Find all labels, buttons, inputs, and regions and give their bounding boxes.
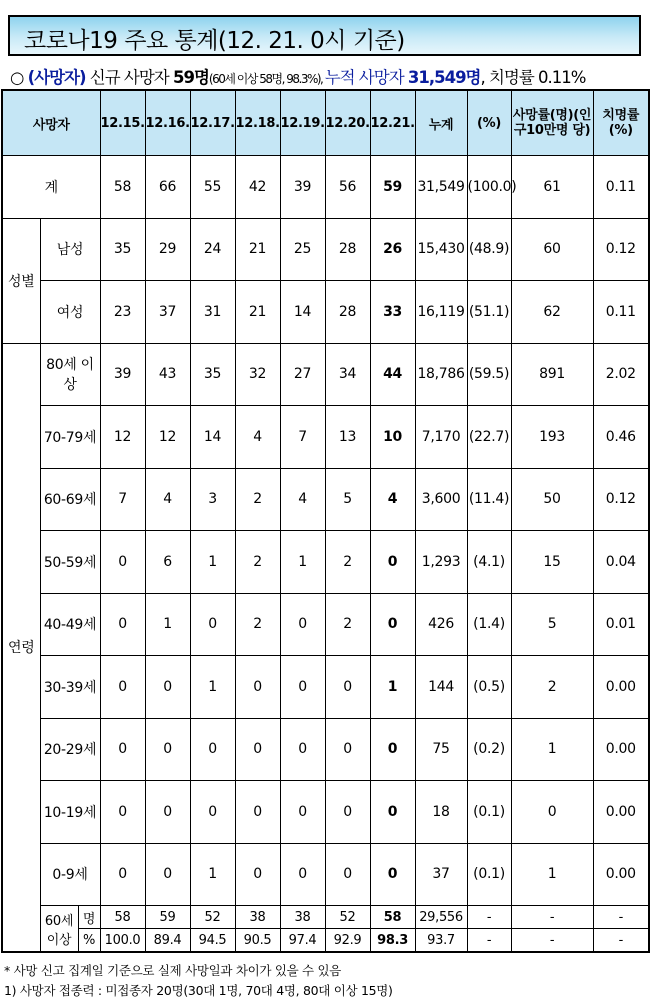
table-cell: 1,293 xyxy=(415,531,467,594)
table-cell: 0 xyxy=(145,781,190,844)
table-cell: 2 xyxy=(325,593,370,656)
row-label: 40-49세 xyxy=(40,593,100,656)
table-cell: 2 xyxy=(325,531,370,594)
table-cell: 0 xyxy=(325,781,370,844)
row-label: 70-79세 xyxy=(40,406,100,469)
table-cell: (22.7) xyxy=(467,406,511,469)
table-cell: 14 xyxy=(280,281,325,344)
table-row xyxy=(2,718,649,781)
table-cell: 62 xyxy=(511,281,593,344)
table-cell: 23 xyxy=(100,281,145,344)
table-cell: 0 xyxy=(280,781,325,844)
header-row xyxy=(2,90,649,156)
table-cell: 26 xyxy=(370,218,415,281)
table-cell: 1 xyxy=(190,843,235,906)
table-cell: 59 xyxy=(370,156,415,219)
table-cell: 93.7 xyxy=(415,929,467,953)
table-cell: 0 xyxy=(100,781,145,844)
table-cell: 193 xyxy=(511,406,593,469)
table-cell: 0 xyxy=(235,656,280,719)
table-cell: 0 xyxy=(190,718,235,781)
table-row xyxy=(2,843,649,906)
table-cell: 2.02 xyxy=(593,343,649,406)
table-cell: 90.5 xyxy=(235,929,280,953)
title-banner xyxy=(8,15,641,56)
table-cell: (4.1) xyxy=(467,531,511,594)
table-cell: 24 xyxy=(190,218,235,281)
table-cell: 12 xyxy=(145,406,190,469)
table-cell: (48.9) xyxy=(467,218,511,281)
summary-text-3: 누적 사망자 xyxy=(324,68,408,87)
row-label: 50-59세 xyxy=(40,531,100,594)
table-cell: 0 xyxy=(235,718,280,781)
table-cell: 16,119 xyxy=(415,281,467,344)
table-cell: 98.3 xyxy=(370,929,415,953)
table-cell: 0 xyxy=(190,781,235,844)
table-cell: 39 xyxy=(280,156,325,219)
table-cell: 1 xyxy=(190,656,235,719)
table-cell: 0 xyxy=(370,843,415,906)
table-cell: 92.9 xyxy=(325,929,370,953)
table-cell: 4 xyxy=(280,468,325,531)
table-cell: 0.11 xyxy=(593,281,649,344)
table-cell: 37 xyxy=(145,281,190,344)
table-cell: 34 xyxy=(325,343,370,406)
table-cell: 43 xyxy=(145,343,190,406)
table-cell: - xyxy=(593,929,649,953)
unit-label: % xyxy=(78,929,100,953)
table-cell: 6 xyxy=(145,531,190,594)
summary-text-1: 신규 사망자 xyxy=(85,68,173,87)
group-label-age: 연령 xyxy=(2,343,40,952)
table-cell: 0 xyxy=(370,593,415,656)
table-cell: 32 xyxy=(235,343,280,406)
table-cell: 0.00 xyxy=(593,781,649,844)
table-cell: 0 xyxy=(280,656,325,719)
table-cell: 52 xyxy=(325,906,370,929)
table-cell: 58 xyxy=(370,906,415,929)
table-cell: 3,600 xyxy=(415,468,467,531)
table-cell: 0.12 xyxy=(593,468,649,531)
header-cell: 12.20. xyxy=(325,90,370,156)
table-cell: 0 xyxy=(511,781,593,844)
header-cell: 12.18. xyxy=(235,90,280,156)
table-cell: (0.2) xyxy=(467,718,511,781)
header-cell: (%) xyxy=(467,90,511,156)
row-label: 계 xyxy=(2,156,100,219)
table-cell: 56 xyxy=(325,156,370,219)
unit-label: 명 xyxy=(78,906,100,929)
table-cell: 1 xyxy=(511,718,593,781)
table-row xyxy=(2,656,649,719)
group-label-gender: 성별 xyxy=(2,218,40,343)
table-cell: 35 xyxy=(100,218,145,281)
table-cell: 1 xyxy=(145,593,190,656)
table-cell: 50 xyxy=(511,468,593,531)
table-cell: 21 xyxy=(235,281,280,344)
table-cell: 0.00 xyxy=(593,843,649,906)
deaths-table xyxy=(1,89,650,953)
table-cell: 28 xyxy=(325,281,370,344)
table-cell: 0.00 xyxy=(593,718,649,781)
table-cell: 37 xyxy=(415,843,467,906)
footnote: * 사망 신고 집계일 기준으로 실제 사망일과 차이가 있을 수 있음 xyxy=(4,963,342,978)
table-cell: 58 xyxy=(100,156,145,219)
row-label: 남성 xyxy=(40,218,100,281)
summary-text-2: (60세 이상 58명, 98.3%), xyxy=(208,72,325,86)
table-cell: 0 xyxy=(100,718,145,781)
senior-label: 60세 이상 xyxy=(40,906,78,953)
cumulative-deaths: 31,549명 xyxy=(407,68,481,87)
table-row xyxy=(2,343,649,406)
table-cell: 15,430 xyxy=(415,218,467,281)
table-cell: 52 xyxy=(190,906,235,929)
table-cell: 18 xyxy=(415,781,467,844)
table-cell: 1 xyxy=(370,656,415,719)
table-cell: 2 xyxy=(235,593,280,656)
table-cell: 0.04 xyxy=(593,531,649,594)
page-title: 코로나19 주요 통계(12. 21. 0시 기준) xyxy=(24,28,405,54)
table-cell: (1.4) xyxy=(467,593,511,656)
table-cell: 66 xyxy=(145,156,190,219)
table-cell: - xyxy=(511,929,593,953)
table-cell: 2 xyxy=(235,468,280,531)
footnote: 1) 사망자 접종력 : 미접종자 20명(30대 1명, 70대 4명, 80대 이상 15명) xyxy=(4,983,393,998)
row-label: 20-29세 xyxy=(40,718,100,781)
table-cell: (0.1) xyxy=(467,781,511,844)
table-cell: 0 xyxy=(235,781,280,844)
table-cell: 13 xyxy=(325,406,370,469)
table-row xyxy=(2,156,649,219)
table-cell: 0 xyxy=(190,593,235,656)
table-row xyxy=(2,531,649,594)
table-row xyxy=(2,468,649,531)
table-cell: 59 xyxy=(145,906,190,929)
table-cell: 3 xyxy=(190,468,235,531)
table-cell: 1 xyxy=(511,843,593,906)
table-cell: 1 xyxy=(190,531,235,594)
table-row xyxy=(2,281,649,344)
table-cell: 0 xyxy=(325,656,370,719)
table-cell: 15 xyxy=(511,531,593,594)
table-cell: 0 xyxy=(325,843,370,906)
summary-label: (사망자) xyxy=(27,68,86,87)
table-cell: 5 xyxy=(325,468,370,531)
table-cell: - xyxy=(467,929,511,953)
header-cell: 사망률(명)(인구10만명 당) xyxy=(511,90,593,156)
table-cell: 55 xyxy=(190,156,235,219)
table-cell: 0.11 xyxy=(593,156,649,219)
table-cell: 0 xyxy=(100,593,145,656)
table-row xyxy=(2,218,649,281)
table-cell: 18,786 xyxy=(415,343,467,406)
table-cell: 7 xyxy=(100,468,145,531)
table-cell: 4 xyxy=(370,468,415,531)
table-cell: 97.4 xyxy=(280,929,325,953)
table-cell: 0 xyxy=(100,843,145,906)
table-cell: 0 xyxy=(370,718,415,781)
senior-row xyxy=(2,929,649,953)
table-cell: 42 xyxy=(235,156,280,219)
summary-text-4: , 치명률 0.11% xyxy=(480,68,586,87)
table-cell: 89.4 xyxy=(145,929,190,953)
header-cell: 누계 xyxy=(415,90,467,156)
table-cell: 0.00 xyxy=(593,656,649,719)
table-cell: 7,170 xyxy=(415,406,467,469)
row-label: 0-9세 xyxy=(40,843,100,906)
table-cell: 21 xyxy=(235,218,280,281)
header-cell: 12.16. xyxy=(145,90,190,156)
table-cell: 33 xyxy=(370,281,415,344)
table-cell: 0 xyxy=(370,781,415,844)
table-row xyxy=(2,406,649,469)
header-cell: 12.21. xyxy=(370,90,415,156)
table-cell: 75 xyxy=(415,718,467,781)
table-cell: (0.5) xyxy=(467,656,511,719)
table-cell: 29,556 xyxy=(415,906,467,929)
header-cell: 치명률(%) xyxy=(593,90,649,156)
table-cell: 100.0 xyxy=(100,929,145,953)
table-row xyxy=(2,593,649,656)
table-cell: 31 xyxy=(190,281,235,344)
table-cell: 14 xyxy=(190,406,235,469)
table-cell: - xyxy=(511,906,593,929)
table-cell: 0 xyxy=(370,531,415,594)
row-label: 60-69세 xyxy=(40,468,100,531)
table-cell: 1 xyxy=(280,531,325,594)
table-cell: 0 xyxy=(145,843,190,906)
header-cell: 사망자 xyxy=(2,90,100,156)
new-deaths: 59명 xyxy=(173,68,209,87)
table-cell: 0 xyxy=(145,656,190,719)
table-cell: 0.12 xyxy=(593,218,649,281)
table-cell: (100.0) xyxy=(467,156,511,219)
table-cell: 61 xyxy=(511,156,593,219)
table-cell: 44 xyxy=(370,343,415,406)
table-cell: - xyxy=(467,906,511,929)
table-cell: 0.46 xyxy=(593,406,649,469)
table-cell: 2 xyxy=(235,531,280,594)
table-cell: (0.1) xyxy=(467,843,511,906)
row-label: 80세 이상 xyxy=(40,343,100,406)
table-cell: 58 xyxy=(100,906,145,929)
table-cell: 0 xyxy=(145,718,190,781)
table-row xyxy=(2,781,649,844)
table-cell: (59.5) xyxy=(467,343,511,406)
table-cell: 12 xyxy=(100,406,145,469)
table-cell: 0 xyxy=(235,843,280,906)
table-cell: 4 xyxy=(145,468,190,531)
header-cell: 12.19. xyxy=(280,90,325,156)
table-cell: 2 xyxy=(511,656,593,719)
table-cell: 0 xyxy=(280,718,325,781)
table-cell: (11.4) xyxy=(467,468,511,531)
table-cell: 10 xyxy=(370,406,415,469)
summary-line xyxy=(10,64,650,88)
table-cell: 0 xyxy=(325,718,370,781)
table-cell: 144 xyxy=(415,656,467,719)
table-cell: - xyxy=(593,906,649,929)
senior-row xyxy=(2,906,649,929)
table-cell: 0 xyxy=(100,531,145,594)
table-cell: 27 xyxy=(280,343,325,406)
table-cell: 0 xyxy=(280,843,325,906)
table-cell: 28 xyxy=(325,218,370,281)
table-cell: 38 xyxy=(280,906,325,929)
table-cell: 39 xyxy=(100,343,145,406)
row-label: 여성 xyxy=(40,281,100,344)
table-cell: 0 xyxy=(280,593,325,656)
table-cell: 4 xyxy=(235,406,280,469)
table-cell: 38 xyxy=(235,906,280,929)
table-cell: 94.5 xyxy=(190,929,235,953)
row-label: 30-39세 xyxy=(40,656,100,719)
table-cell: 5 xyxy=(511,593,593,656)
table-cell: 25 xyxy=(280,218,325,281)
header-cell: 12.15. xyxy=(100,90,145,156)
table-cell: 60 xyxy=(511,218,593,281)
bullet: ○ xyxy=(10,68,24,87)
table-cell: 891 xyxy=(511,343,593,406)
table-cell: 35 xyxy=(190,343,235,406)
table-cell: 0.01 xyxy=(593,593,649,656)
table-cell: (51.1) xyxy=(467,281,511,344)
table-cell: 31,549 xyxy=(415,156,467,219)
row-label: 10-19세 xyxy=(40,781,100,844)
table-cell: 426 xyxy=(415,593,467,656)
header-cell: 12.17. xyxy=(190,90,235,156)
table-cell: 7 xyxy=(280,406,325,469)
table-cell: 0 xyxy=(100,656,145,719)
table-cell: 29 xyxy=(145,218,190,281)
